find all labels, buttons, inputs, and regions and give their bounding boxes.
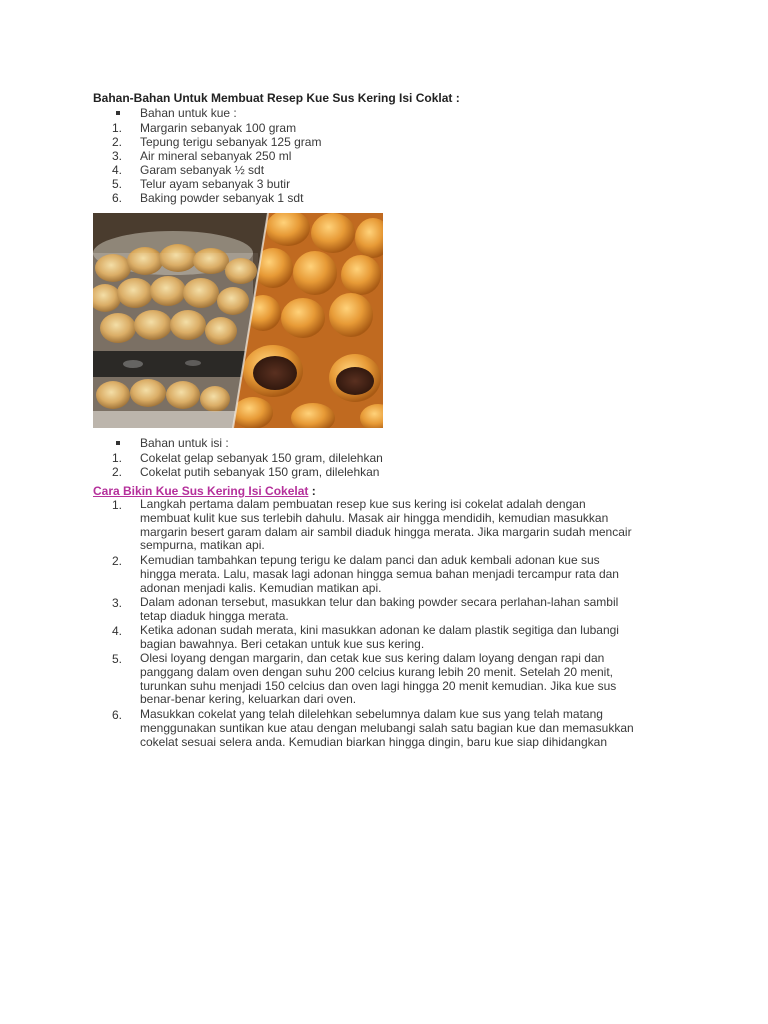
step-line: hingga merata. Lalu, masak lagi adonan hingga semua bahan menjadi tercampur rata dan bbox=[140, 566, 619, 581]
step-line: cokelat sesuai selera anda. Kemudian biarkan hingga dingin, baru kue siap dihidangkan bbox=[140, 734, 607, 749]
step-line: membuat kulit kue sus terlebih dahulu. Masak air hingga mendidih, kemudian masukkan bbox=[140, 510, 609, 525]
method-step bbox=[0, 498, 768, 554]
step-line: margarin besert garam dalam air sambil diaduk hingga merata. Jika margarin sudah mencair bbox=[140, 524, 632, 539]
step-text bbox=[140, 652, 680, 707]
bullet-label: Bahan untuk kue : bbox=[140, 106, 237, 120]
step-line: Langkah pertama dalam pembuatan resep kue sus kering isi cokelat adalah dengan bbox=[140, 497, 586, 511]
kue-sus-photo bbox=[93, 213, 383, 428]
list-text: Garam sebanyak ½ sdt bbox=[140, 163, 265, 177]
list-text: Cokelat putih sebanyak 150 gram, dilelehkan bbox=[140, 465, 380, 479]
method-heading bbox=[93, 484, 316, 498]
bullet-item bbox=[0, 106, 768, 120]
list-item bbox=[0, 177, 768, 191]
step-number: 5. bbox=[112, 652, 123, 666]
list-number: 2. bbox=[112, 135, 123, 149]
kue-sus-photo-illustration bbox=[93, 213, 383, 428]
list-item bbox=[0, 163, 768, 177]
square-bullet-icon bbox=[116, 111, 120, 115]
step-line: panggang dalam oven dengan suhu 200 celcius kurang lebih 20 menit. Setelah 20 menit, bbox=[140, 664, 613, 679]
step-line: Masukkan cokelat yang telah dilelehkan sebelumnya dalam kue sus yang telah matang bbox=[140, 707, 603, 721]
list-text: Margarin sebanyak 100 gram bbox=[140, 121, 297, 135]
list-item bbox=[0, 465, 768, 479]
list-item bbox=[0, 135, 768, 149]
method-step bbox=[0, 652, 768, 708]
step-text bbox=[140, 554, 680, 595]
step-number: 3. bbox=[112, 596, 123, 610]
list-text: Telur ayam sebanyak 3 butir bbox=[140, 177, 291, 191]
step-line: bagian bawahnya. Beri cetakan untuk kue sus kering. bbox=[140, 636, 425, 651]
method-step bbox=[0, 624, 768, 652]
list-item bbox=[0, 451, 768, 465]
list-item bbox=[0, 191, 768, 205]
method-step bbox=[0, 596, 768, 624]
list-number: 1. bbox=[112, 121, 123, 135]
method-step bbox=[0, 554, 768, 596]
step-line: menggunakan suntikan kue atau dengan melubangi salah satu bagian kue dan memasukkan bbox=[140, 720, 634, 735]
list-number: 6. bbox=[112, 191, 123, 205]
step-line: Olesi loyang dengan margarin, dan cetak kue sus kering dalam loyang dengan rapi dan bbox=[140, 651, 605, 665]
step-text bbox=[140, 498, 680, 553]
list-item bbox=[0, 149, 768, 163]
step-line: Dalam adonan tersebut, masukkan telur dan baking powder secara perlahan-lahan sambil bbox=[140, 595, 619, 609]
step-line: sempurna, matikan api. bbox=[140, 538, 265, 553]
document-heading: Bahan-Bahan Untuk Membuat Resep Kue Sus Kering Isi Coklat : bbox=[93, 91, 460, 105]
method-colon: : bbox=[308, 484, 316, 498]
list-number: 2. bbox=[112, 465, 123, 479]
method-link[interactable]: Cara Bikin Kue Sus Kering Isi Cokelat bbox=[93, 484, 309, 498]
method-step bbox=[0, 708, 768, 750]
list-text: Baking powder sebanyak 1 sdt bbox=[140, 191, 304, 205]
step-number: 4. bbox=[112, 624, 123, 638]
step-line: benar-benar kering, keluarkan dari oven. bbox=[140, 692, 357, 707]
step-text bbox=[140, 624, 680, 652]
step-text bbox=[140, 708, 680, 749]
list-number: 5. bbox=[112, 177, 123, 191]
bullet-item bbox=[0, 436, 768, 450]
step-line: adonan menjadi kalis. Kemudian matikan api. bbox=[140, 580, 382, 595]
step-number: 6. bbox=[112, 708, 123, 722]
list-item bbox=[0, 121, 768, 135]
step-line: tetap diaduk hingga merata. bbox=[140, 608, 289, 623]
list-number: 3. bbox=[112, 149, 123, 163]
step-number: 1. bbox=[112, 498, 123, 512]
step-text bbox=[140, 596, 680, 624]
list-text: Cokelat gelap sebanyak 150 gram, dilelehkan bbox=[140, 451, 383, 465]
list-text: Tepung terigu sebanyak 125 gram bbox=[140, 135, 322, 149]
step-line: turunkan suhu menjadi 150 celcius dan oven lagi hingga 20 menit kemudian. Jika kue sus bbox=[140, 678, 617, 693]
step-line: Kemudian tambahkan tepung terigu ke dalam panci dan aduk kembali adonan kue sus bbox=[140, 553, 600, 567]
list-number: 1. bbox=[112, 451, 123, 465]
square-bullet-icon bbox=[116, 441, 120, 445]
list-text: Air mineral sebanyak 250 ml bbox=[140, 149, 292, 163]
step-line: Ketika adonan sudah merata, kini masukkan adonan ke dalam plastik segitiga dan lubangi bbox=[140, 623, 619, 637]
bullet-label: Bahan untuk isi : bbox=[140, 436, 229, 450]
list-number: 4. bbox=[112, 163, 123, 177]
step-number: 2. bbox=[112, 554, 123, 568]
